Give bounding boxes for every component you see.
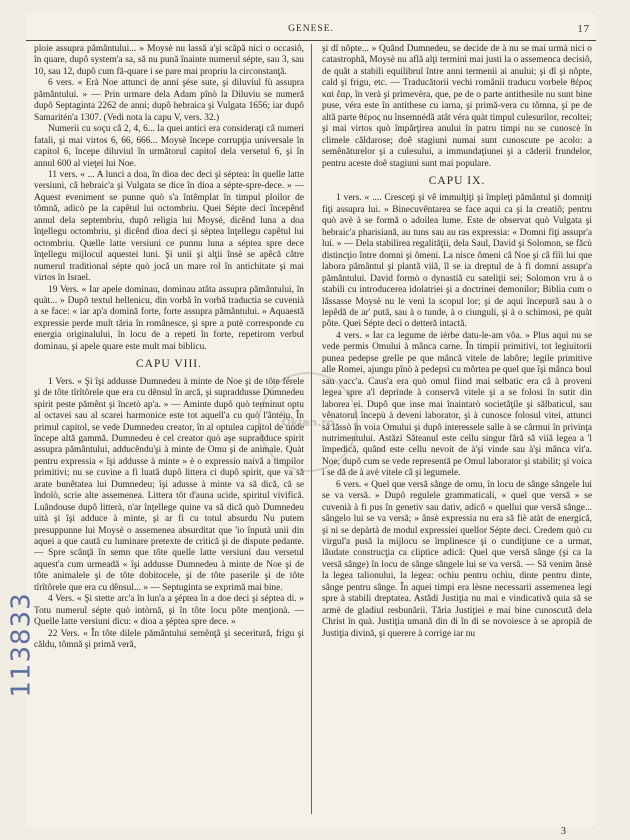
paragraph: 1 Vers. « Şi îşi addusse Dumnedeu à minte de Noe şi de tôte férele şi de tôte tîrîtôrele que era cu dênsul în arcă, şi supraddusse Dumnedeu spirit peste pămênt şi încetò ap'a. » — Aminte dupô quò terminut optu al octavei sau al scarei harmonice este tot aquell'a cu quò l'ântéiu. În primul capitol, se vede Dumnedeu creator, în al optulea capitol de unde începe altă gammă. Dumnedeu è cel creator quò aşe supradduce spirit assupra pământului, adducêndu'şi à minte de Omu şi de animale. Quàt pentru expressia « îşi addusse à minte » è o expressio naivă a timpilor primitivi; nu se cuvine a fi luată dupô littera ci dupô spirit, que va să arate bunêtatea lui Dumnedeu; îşi adusse à minte va să dică, că se îndolò, scrie alte assemenea. Littera tôt d'auna ucide, spiritul vivifică. Luândouse dupô litterà, n'ar înţellege quine va să dică quò Dumnedeu uità şi îşi adduce à minte, şi ar fi cu totul absurdu Nu putem presuppunne lui Moysè o assemenea absurditat que 'io înputà unii din aquei a que caută cu luminare pretexte de critică şi de dispute pedante. — Spre scânţă în semn que tôte quelle latte versiuni dau versetul aquest'a cum urmeadă « îşi addusse Dumnedeu à minte de Noe şi de tôte animalele şi de tôte dobitocele, şi de tôte paserile şi de tôte tîrîtôrele que era cu dênsul... » — Septuginta se exprimă mai bine. [34,376,304,593]
page-number: 17 [577,24,590,35]
paragraph: şi dî nôpte... » Quând Dumnedeu, se decide de à nu se mai urmà nici o catastrophă, Moysè nu află alţi termini mai justi la o assemenca decisiô, de quât a stabili equilibrul între anni termenii ai anului; şi dî şi nôpte, cald şi frigu, etc. — Traducătorii vechi românii traducu vorbele θέρος καὶ ἔαρ, în verà şi primevèra, que, pe de o parte antithesile nu sunt bine puse, véra este în antithese cu iarna, şi primă-vera cu tômna, şi pe de altă parte θέρος nu însemnédă atât véra quàt timpul culesurilor, recoltei; şi mai virtos quò împărţirea anului în patru timpi nu se cunoscè în climele căldarose; doê stagiuni numai sunt cunoscute pe acolo: a semênăturelor şi a culesului, a immundaţiunei şi a căderii frundelor, pentru aceste doê stagiuni sunt mai populare. [322,44,592,169]
handwritten-text: 113833 [7,592,38,698]
header-rule [26,40,596,41]
right-column [322,44,592,819]
paragraph: 6 vers. « Quel que versă sânge de omu, în locu de sânge sângele lui se va versă. » Dupô regulele grammaticali, « quel que versă » se cuvenià à fi pus în genetiv sau dativ, adicô « quellui que versă sânge... sângelo lui se va versă; » ânsè expressia nu era să fiè atàt de energică, şi ni se depàrtà de modul expressiei quellor Sépte deci. Credem quò cu virgul'a pusă la mijlocu se împlinesce şi o cundiţiune ce a urmat, lăudate construcţia ca cliptice adică: Quel que versă sânge (şi ca la versă sânge) în locu de sânge sângele lui se va versă. — Să venim ânsè la legea talionului, la legea: ochiu pentru ochiu, dinte pentru dinte, sânge pentru sânge. În aquei timpi era lèsne necessarii assemenea legi spre à stabili dreptatea. Astădi Justiţia nu mai e vindicativă quia să se armè de gladiul resbunării. Tăria Justiţiei e mai bine cunoscută dela Christ în quà. Justiţia umană din di în di se novoiesce à se apropiă de Justiţia divină, şi querere à corrige iar nu [322,479,592,639]
running-header [26,24,596,38]
watermark-stamp [258,372,358,472]
paragraph: 4 Vers. « Şi stette arc'a în lun'a a şéptea în a doe deci şi séptea di. » Totu numerul sépte quò intòrnă, şi în tôte locu pôte menţionà. — Quelle latte versiuni dicu: « dioa a şéptea spre dece. » [34,594,304,628]
paragraph: 19 Vers. « Iar apele dominau, dominau atâta assupra pământului, în quàt... » Dupô textul hellenicu, din vorbă în vorbă traductia se cuvenià a se face: « iar ap'a domină forte, forte assupra pământului. » Aquaestă expressie perde mult tăria în românesce, şi spre a putè corresponde cu energia originalului, în locu de a repeti în forte, repetirom verbul dominau, şi apele quare este mult mai biblicu. [34,284,304,352]
paragraph: 11 vers. « ... A lunci a doa, în dioa dec deci şi séptea: în quelle latte versiuni, câ hebraic'a şi Vulgata se dice în dioa a sépte-spre-dece. » — Aquest eveniment se punne quò s'a întêmplat în timpul ploilor de tômnă, adicò pe la capêtul lui octombriu. Quei Sépte deci începênd annul dela septembriu, dupô religia lui Moysé, dicênd luna a doa înţellegu octombriu, şi dicênd dioa deci şi séptea înţellegu capêtul lui octombriu. Quelle latte versiuni ce punnu luna a séptea spre dece înţellegu mijlocul aquestei luni. Şi unii şi alţii însè se apêcă câtre numerul traditional sépte quò jocă un mare rol în antichitate şi mai virtos în Israel. [34,169,304,284]
chapter-heading: CAPU IX. [428,174,486,187]
stamp-text: Okian.ro [281,415,335,429]
handwritten-inventory-number [2,540,42,750]
paragraph: 22 Vers. « În tôte dilele pământului semênţă şi seceritură, frigu şi căldu, tômnă şi primă veră, [34,628,304,651]
paragraph: ploie assupra pământului... » Moysè nu lassă a'şi scăpă nici o occasiô, în quare, dupô system'a sa, să nu pună înainte numerul sépte, sau 3, sau 10, sau 12, dupô cum fă-quare i se pare mai propriu la circonstanţă. [34,44,304,77]
paragraph: Numerii cu soçu câ 2, 4, 6... la quei antici era consideraţi câ numeri fatali, şi mai virtos 6, 66, 666... Moysè începe corrupţia universale în capitol 6, începe diluviul în următorul capitol dela versetul 6, şi în annul 600 al vieţei lui Noe. [34,124,304,169]
paragraph: 1 vers. « .... Cresceţi şi vê immulţiţi şi împleţi pământul şi domniţi fiţi assupra lui. » Binecuvêntarea se face aquì ca şi la creatiô; pentru quò avè à se formă o adoilea lume. Este de observat quò Vulgata şi hebraic'a pharisiană, au tuns sau au ras expressia: « Domni fiţi assupr'a lui. » — Dela stabilirea regalităţii, dela Saul, David şi Solomon, se făcù distincţio între domni şi ômeni. La nisce ômeni câ Noe şi câ fiîi lui que labora pământul şi plantă viiă, îl se ia dreptul de à fi domni assupr'a pământului. David formò o dynastiă cu sateliţii sei; Solomon vru à o stabili cu introducerea idolatriei şi a doctrinei demonilor; Biblia cum o lăssasse Moysè nu le venì la scopul lor; şi de aquì începură sau à o lepêdă de ar' pută, sau à o tunde, à o ciunguli, şi à o schimosi, pe quàt pôte. Quei Sépte deci o detteră intactă. [322,193,592,330]
paragraph: 6 vers. « Erà Noe attunci de anni şése sute, şi diluviul fù assupra pământului. » — Prin urmare dela Adam pînò la Diluviu se numeră dupô Septaginta 2262 de anni; dupô hebraica şi Vulgata 1656; iar dupô Samaritén'a 1307. (Vedi nota la capu V, vers. 32.) [34,78,304,123]
signature-mark: 3 [561,826,566,837]
chapter-heading: CAPU VIII. [135,358,202,371]
running-title: GENESE. [288,24,334,34]
paragraph: 4 vers. « Iar ca legume de iérbe datu-le-am vôa. » Plus aquì nu se vede permis Omului à mânca carne. În timpii primitivi, tot legiuitorii punea pedepse grelle pe que mâncă vitele de labôre; legile primitive alle Romei, ajungu pînò à pedepsì cu môrtea pe quel que îşi mânca boul sau vacc'a. Caus'a era quò omul fiind mai selbatic era câ à proveni legea spre a'l deprinde à conservă vitele şi a se folosi în sutit din laborea ei. Dupô que inse mai înaintarò societăţile şi sălbaticul, sau vênatorul începù à deveni laborator, şi à cunosce folosul vitei, attunci sà lăssò în voia Omului şi dupô interessele salle à se cârmui în privinţa nutrimentului. Astăzi Săteanul este cellu singur fără să viiă legea a 'l împedică, quând este cellu nevoit de à'şi vinde sau à'şi mânca vit'a. Noe, dupô cum se vede representă pe Omul laborator şi stabilit; şi voica i se dă de à avè vitele câ şi legumele. [322,330,592,479]
